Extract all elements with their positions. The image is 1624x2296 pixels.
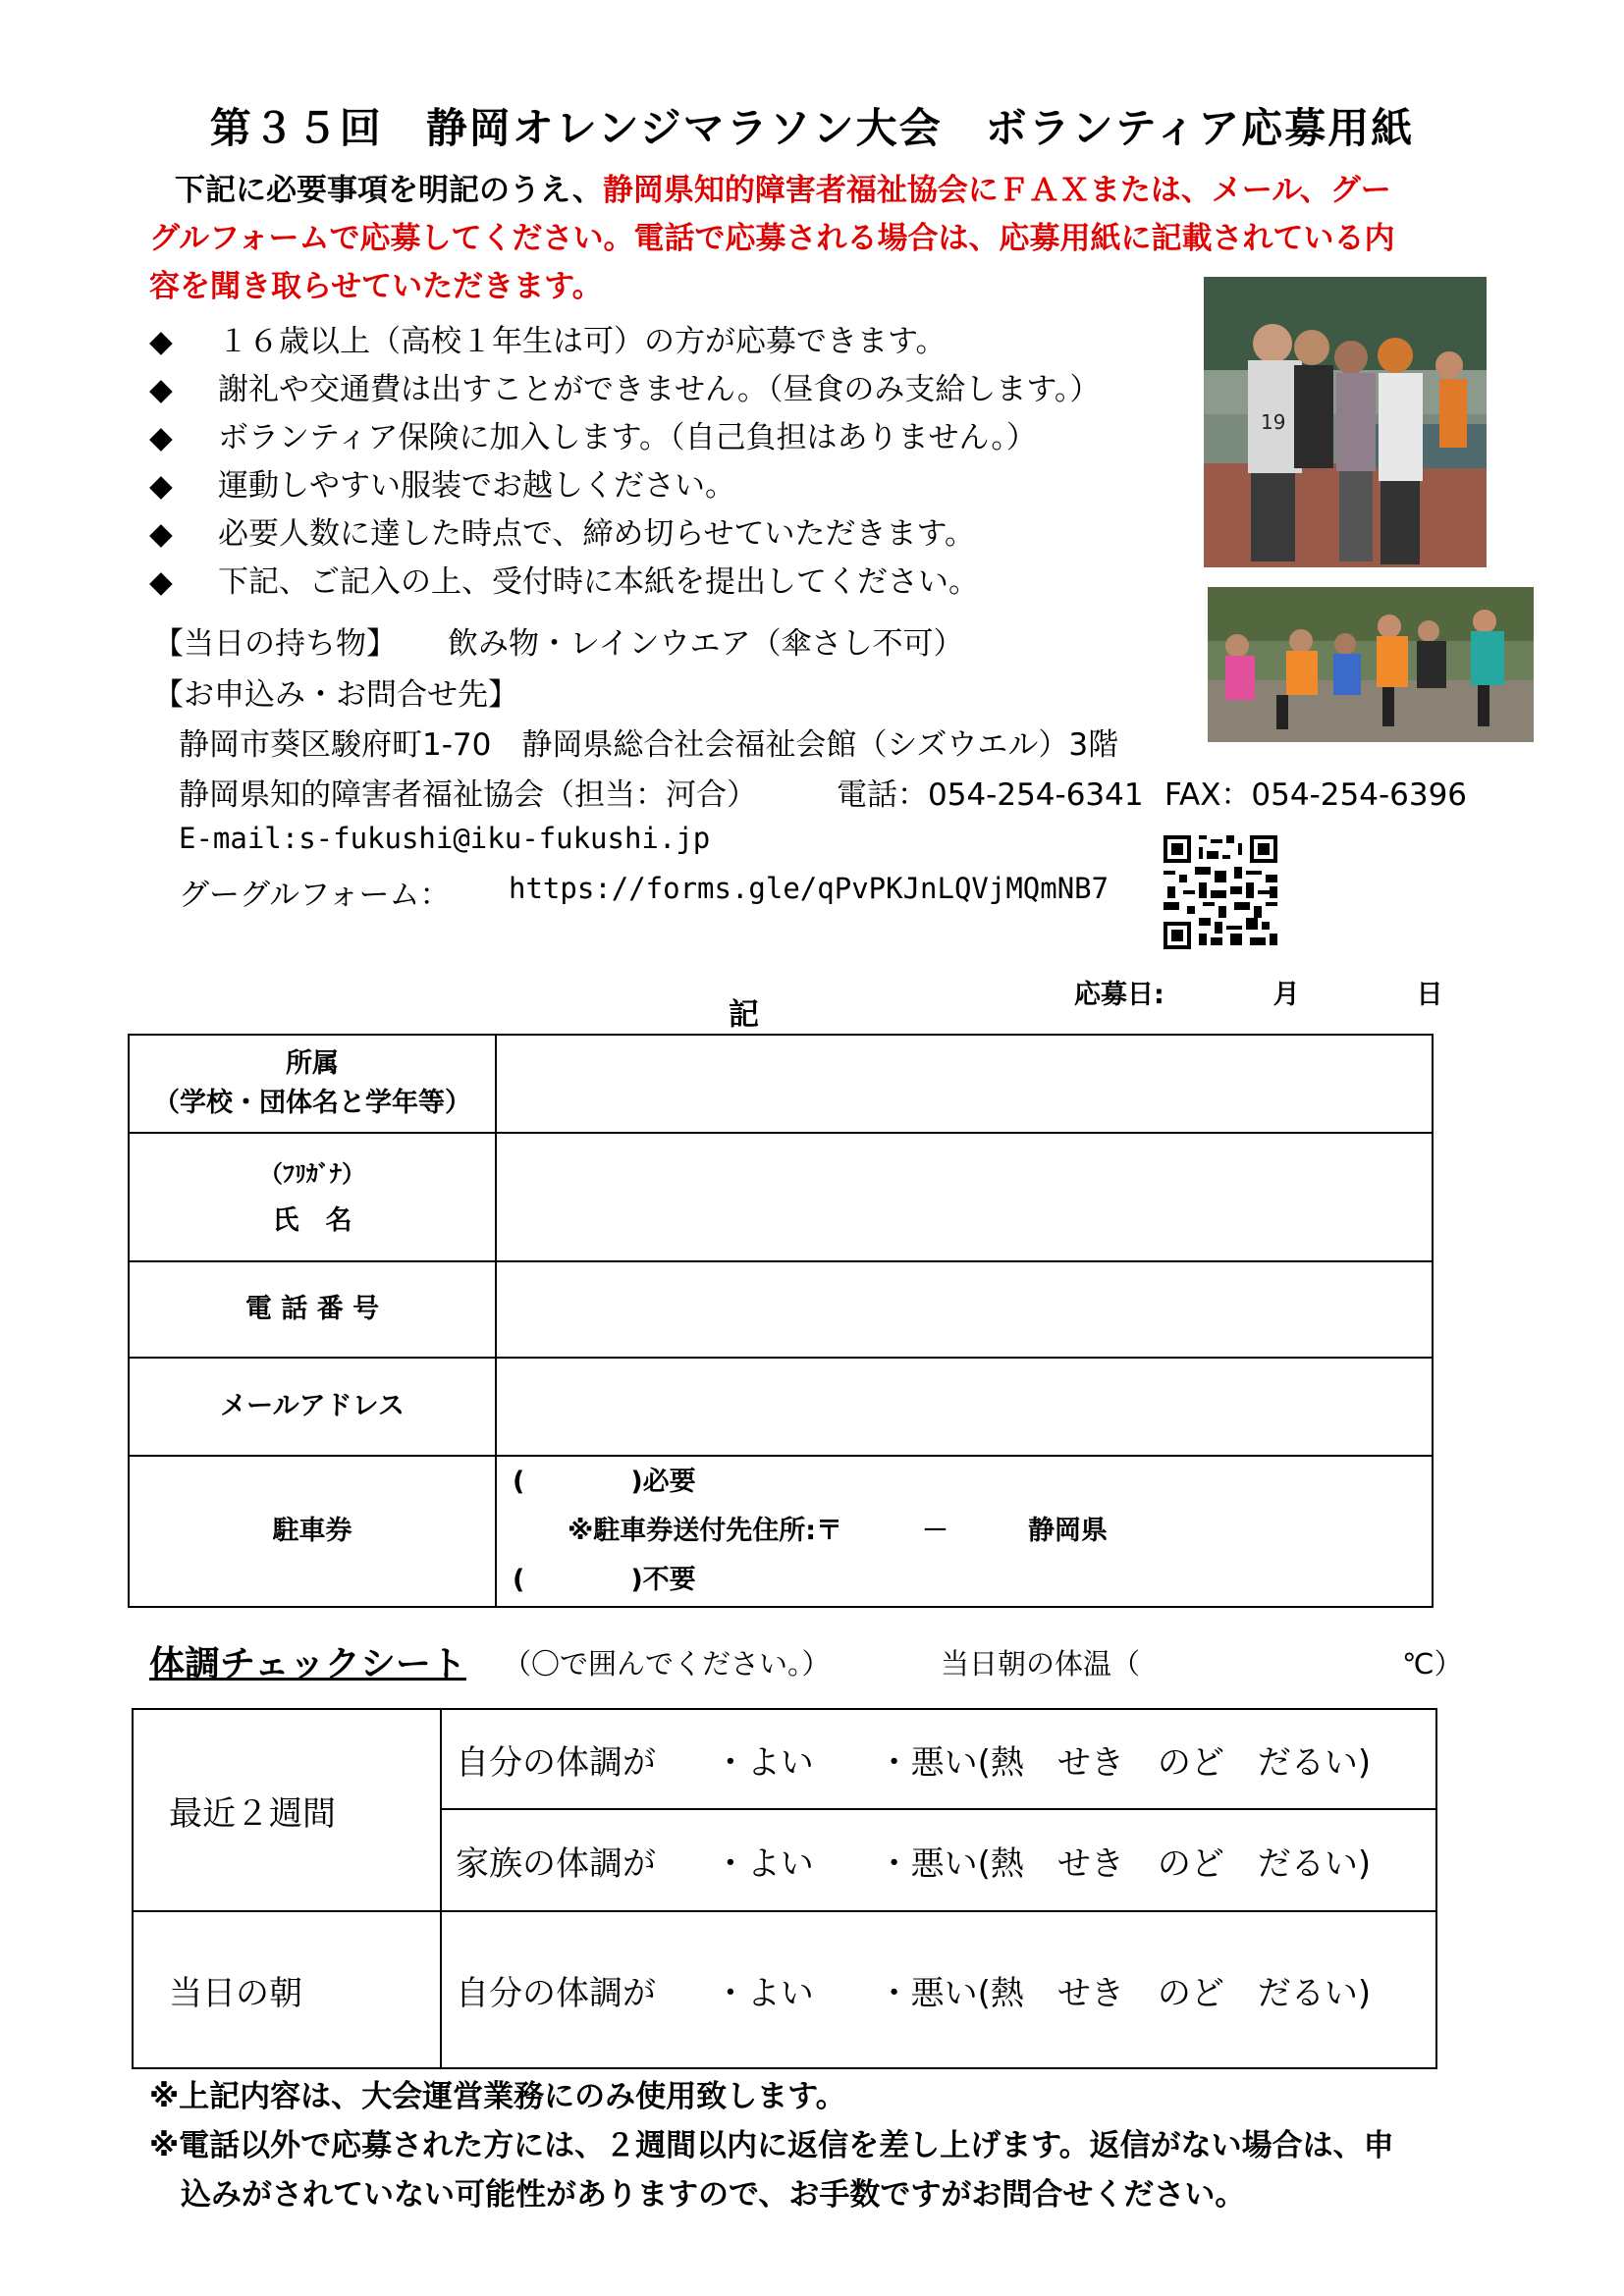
contact-org: 静岡県知的障害者福祉協会（担当：河合） (179, 777, 757, 813)
period-label: 当日の朝 (133, 1911, 441, 2068)
parking-address: ※駐車券送付先住所:〒 － 静岡県 (568, 1516, 1109, 1546)
volunteers-photo-1 (1204, 277, 1487, 567)
qr-code[interactable] (1160, 831, 1281, 953)
bullet-item: ◆ ボランティア保険に加入します。（自己負担はありません。） (149, 414, 1037, 461)
volunteers-photo-2 (1208, 587, 1534, 742)
form-row-name (129, 1133, 1433, 1261)
option-bad[interactable]: ・悪い(熱 せき のど だるい) (877, 1973, 1372, 2013)
form-row-phone (129, 1261, 1433, 1358)
health-options: 家族の体調が ・よい ・悪い(熱 せき のど だるい) (441, 1809, 1436, 1911)
form-row-parking (129, 1456, 1433, 1607)
shirt-number: 19 (1261, 410, 1286, 434)
bullet-diamond-icon: ◆ (149, 468, 173, 504)
bullet-diamond-icon: ◆ (149, 324, 173, 359)
parking-field[interactable] (496, 1456, 1433, 1607)
health-row (133, 1709, 1436, 1809)
application-form-table (128, 1034, 1434, 1608)
form-row-affiliation (129, 1035, 1433, 1133)
bullet-item: ◆ 下記、ご記入の上、受付時に本紙を提出してください。 (149, 559, 979, 606)
application-date-label: 応募日: (1074, 980, 1164, 1010)
intro-lead: 下記に必要事項を明記のうえ、 (175, 173, 603, 208)
footnote: ※上記内容は、大会運営業務にのみ使用致します。 (149, 2079, 846, 2114)
option-good[interactable]: ・よい (713, 1843, 814, 1884)
bullet-diamond-icon: ◆ (149, 420, 173, 455)
email-field[interactable] (496, 1358, 1433, 1456)
affiliation-label: 所属 （学校・団体名と学年等） (129, 1035, 496, 1133)
contact-label: 【お申込み・お問合せ先】 (153, 677, 518, 713)
google-form-label: グーグルフォーム： (179, 878, 451, 913)
contact-fax: FAX：054-254-6396 (1164, 777, 1468, 813)
body-temp-label: 当日朝の体温（ (941, 1647, 1141, 1681)
google-form-url[interactable]: https://forms.gle/qPvPKJnLQVjMQmNB7 (509, 872, 1110, 905)
option-good[interactable]: ・よい (713, 1973, 814, 2013)
name-label: （ﾌﾘｶﾞﾅ） 氏 名 (129, 1133, 496, 1261)
belongings-label: 【当日の持ち物】 (153, 626, 397, 662)
body-temp-unit: ℃） (1402, 1647, 1463, 1681)
contact-email[interactable]: E-mail:s-fukushi@iku-fukushi.jp (179, 822, 711, 855)
form-row-email (129, 1358, 1433, 1456)
application-date-month: 月 (1272, 980, 1300, 1010)
bullet-diamond-icon: ◆ (149, 564, 173, 600)
affiliation-field[interactable] (496, 1035, 1433, 1133)
contact-tel: 電話：054-254-6341 (837, 777, 1144, 813)
furigana-label: （ﾌﾘｶﾞﾅ） (259, 1159, 365, 1188)
bullet-item: ◆ 運動しやすい服装でお越しください。 (149, 462, 735, 509)
parking-noneed-option[interactable]: ( )不要 (513, 1565, 696, 1595)
bullet-item: ◆ 必要人数に達した時点で、締め切らせていただきます。 (149, 510, 975, 558)
health-options: 自分の体調が ・よい ・悪い(熱 せき のど だるい) (441, 1709, 1436, 1809)
belongings-text: 飲み物・レインウエア（傘さし不可） (448, 626, 964, 662)
period-label: 最近２週間 (133, 1709, 441, 1911)
intro-red-line3: 容を聞き取らせていただきます。 (149, 269, 603, 304)
footnote: ※電話以外で応募された方には、２週間以内に返信を差し上げます。返信がない場合は、申 (149, 2128, 1394, 2163)
contact-address: 静岡市葵区駿府町1-70 静岡県総合社会福祉会館（シズウエル）3階 (179, 727, 1119, 763)
option-bad[interactable]: ・悪い(熱 せき のど だるい) (877, 1742, 1372, 1783)
bullet-item: ◆ １６歳以上（高校１年生は可）の方が応募できます。 (149, 318, 947, 365)
intro-red-line2: グルフォームで応募してください。電話で応募される場合は、応募用紙に記載されている内 (149, 221, 1395, 256)
health-options: 自分の体調が ・よい ・悪い(熱 せき のど だるい) (441, 1911, 1436, 2068)
parking-label: 駐車券 (129, 1456, 496, 1607)
health-check-title: 体調チェックシート (149, 1644, 466, 1684)
application-date-day: 日 (1416, 980, 1443, 1010)
phone-label: 電 話 番 号 (129, 1261, 496, 1358)
email-label: メールアドレス (129, 1358, 496, 1456)
parking-need-option[interactable]: ( )必要 (513, 1467, 696, 1497)
bullet-diamond-icon: ◆ (149, 372, 173, 407)
option-bad[interactable]: ・悪い(熱 せき のど だるい) (877, 1843, 1372, 1884)
intro-red-line1: 静岡県知的障害者福祉協会にＦＡＸまたは、メール、グー (602, 173, 1391, 208)
option-good[interactable]: ・よい (713, 1742, 814, 1783)
health-check-note: （〇で囲んでください。） (503, 1647, 831, 1681)
footnote: 込みがされていない可能性がありますので、お手数ですがお問合せください。 (181, 2177, 1246, 2213)
phone-field[interactable] (496, 1261, 1433, 1358)
application-date (1074, 973, 1442, 1011)
bullet-item: ◆ 謝礼や交通費は出すことができません。（昼食のみ支給します。） (149, 366, 1100, 413)
ki-heading: 記 (729, 997, 759, 1033)
name-field[interactable] (496, 1133, 1433, 1261)
health-check-table (132, 1708, 1437, 2069)
health-row (133, 1911, 1436, 2068)
bullet-diamond-icon: ◆ (149, 516, 173, 552)
page-title: 第３５回 静岡オレンジマラソン大会 ボランティア応募用紙 (209, 104, 1415, 152)
